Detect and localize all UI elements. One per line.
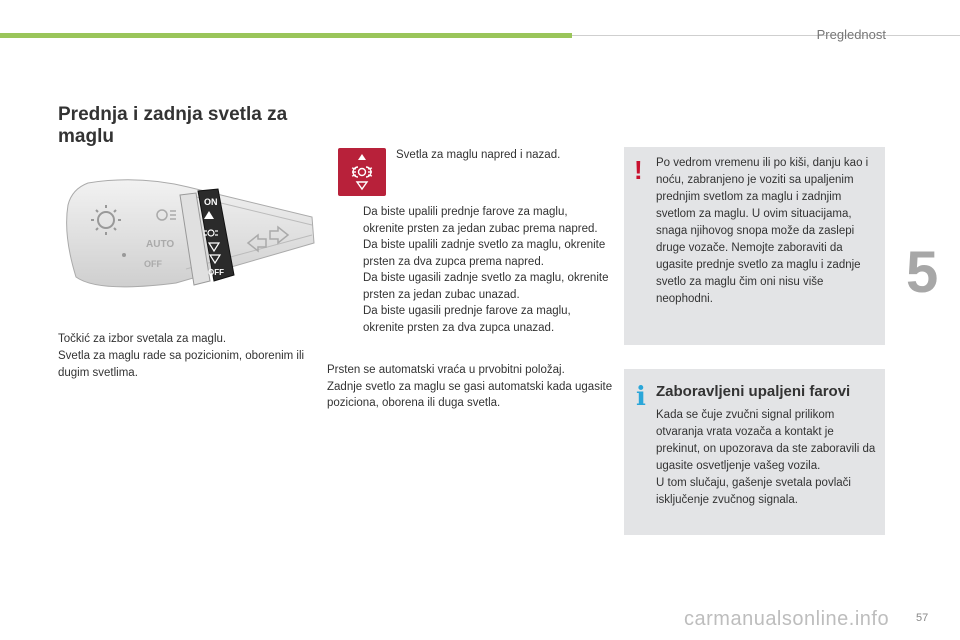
top-divider bbox=[572, 35, 960, 36]
stalk-label-off-ring: OFF bbox=[144, 259, 162, 269]
warning-text: Po vedrom vremenu ili po kiši, danju kao i noću, zabranjeno je voziti sa upaljenim prednjim svetlom za maglu i zadnjim svetlom za maglu. U ovim situacijama, snaga njihovog snopa može da zaslepi druge vozače. Nemojte zaboraviti da ugasite prednje svetlo za maglu i zadnje svetlo za maglu čim oni nisu više neophodni. bbox=[656, 157, 869, 305]
fog-light-caption: Svetla za maglu napred i nazad. bbox=[396, 149, 561, 161]
list-item: Da biste ugasili prednje farove za maglu, okrenite prsten za dva zupca unazad. bbox=[363, 305, 571, 334]
light-stalk-illustration bbox=[58, 165, 316, 305]
stalk-label-off-bottom: OFF bbox=[208, 268, 224, 277]
list-item: Da biste ugasili zadnje svetlo za maglu, okrenite prsten za jedan zubac unazad. bbox=[363, 272, 609, 301]
top-accent-bar bbox=[0, 33, 572, 38]
caption-line: Svetla za maglu rade sa pozicionim, oborenim ili dugim svetlima. bbox=[58, 350, 305, 379]
info-title: Zaboravljeni upaljeni farovi bbox=[656, 383, 851, 400]
warning-icon: ! bbox=[634, 155, 643, 185]
info-box bbox=[624, 369, 885, 535]
chapter-number: 5 bbox=[906, 240, 939, 305]
stalk-label-on: ON bbox=[204, 197, 218, 207]
note-line: Zadnje svetlo za maglu se gasi automatski kada ugasite poziciona, oborena ili duga svetla. bbox=[327, 380, 613, 409]
note-line: Prsten se automatski vraća u prvobitni položaj. bbox=[327, 364, 565, 376]
section-title: Preglednost bbox=[816, 27, 886, 42]
page-heading: Prednja i zadnja svetla za maglu bbox=[58, 104, 288, 147]
caption-line: Točkić za izbor svetala za maglu. bbox=[58, 333, 227, 345]
list-item: Da biste upalili prednje farove za maglu, okrenite prsten za jedan zubac prema napred. bbox=[363, 206, 598, 235]
warning-box bbox=[624, 147, 885, 345]
instruction-list bbox=[340, 204, 610, 336]
fog-light-icon bbox=[338, 148, 386, 196]
stalk-caption bbox=[58, 331, 320, 382]
stalk-label-auto: AUTO bbox=[146, 239, 175, 250]
page-number: 57 bbox=[916, 612, 929, 624]
watermark: carmanualsonline.info bbox=[684, 608, 890, 630]
info-icon: i bbox=[636, 382, 646, 412]
reset-note bbox=[327, 362, 617, 412]
info-text: Kada se čuje zvučni signal prilikom otvaranja vrata vozača a kontakt je prekinut, on upozorava da ste zaboravili da ugasite osvetljenje vašeg vozila. U tom slučaju, gašenje svetala povlači isključenje zvučnog signala. bbox=[656, 409, 876, 506]
list-item: Da biste upalili zadnje svetlo za maglu, okrenite prsten za dva zupca prema napred. bbox=[363, 239, 606, 268]
